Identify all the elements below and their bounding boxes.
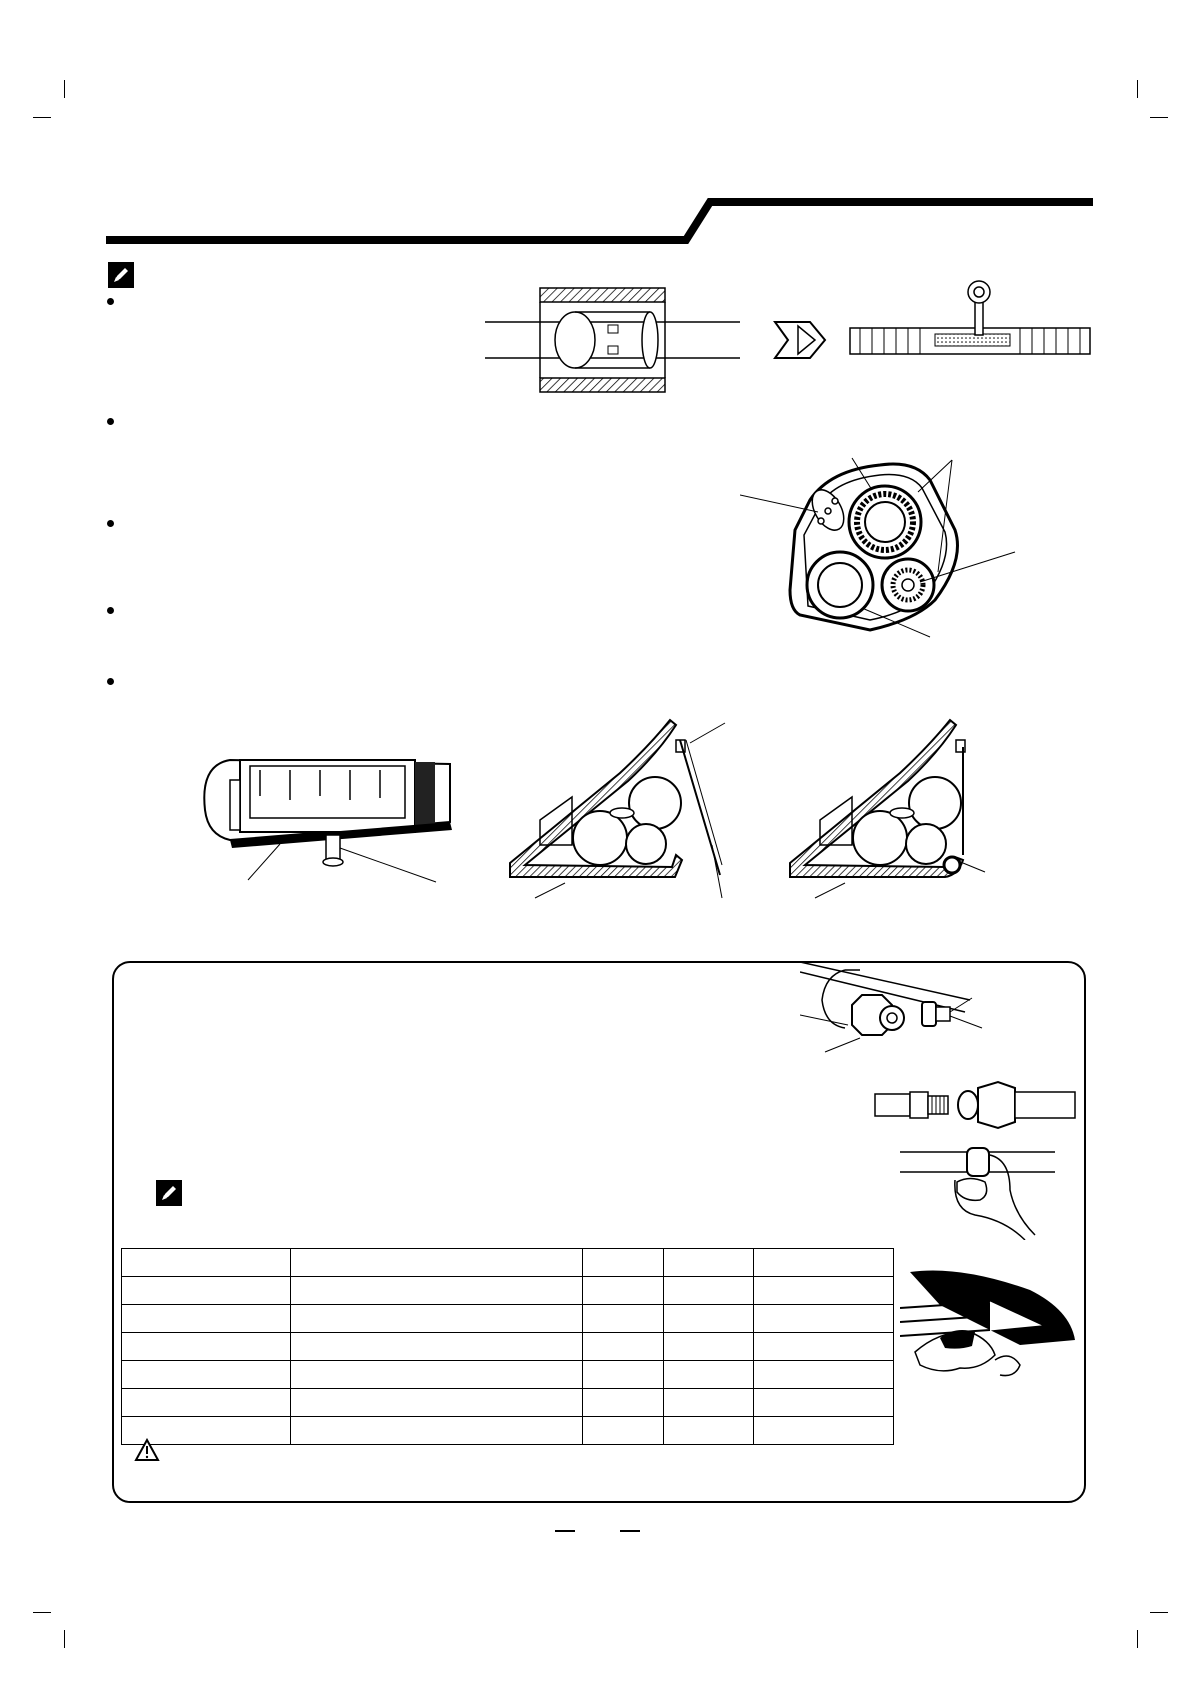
- hand-tightening-illustration: [895, 1140, 1065, 1240]
- table-row: [122, 1389, 894, 1417]
- bullet-2: [107, 418, 114, 425]
- note-icon: [108, 262, 134, 288]
- table-row: [122, 1361, 894, 1389]
- table-row: [122, 1249, 894, 1277]
- warning-triangle-icon: [134, 1438, 160, 1462]
- bullet-3: [107, 520, 114, 527]
- note-icon-panel: [156, 1180, 182, 1206]
- header-rule: [0, 0, 1191, 260]
- table-row: [122, 1277, 894, 1305]
- bullet-4: [107, 607, 114, 614]
- table-row: [122, 1333, 894, 1361]
- pipe-bundle-cross-section: [740, 440, 1030, 650]
- pipe-joint-insulation-illustration: [480, 280, 1100, 400]
- unit-cross-section-a: [500, 715, 740, 900]
- table-row: [122, 1305, 894, 1333]
- page-number-mark-right: [620, 1530, 640, 1532]
- indoor-unit-illustration: [200, 740, 460, 890]
- unit-cross-section-b: [780, 715, 1020, 900]
- torque-spec-table: [121, 1248, 894, 1445]
- page-number-mark-left: [555, 1530, 575, 1532]
- flare-union-illustration: [870, 1080, 1080, 1130]
- bullet-1: [107, 298, 114, 305]
- torque-wrench-illustration: [900, 1270, 1080, 1380]
- bullet-5: [107, 678, 114, 685]
- flare-nut-connection-illustration: [800, 960, 1000, 1055]
- table-row: [122, 1417, 894, 1445]
